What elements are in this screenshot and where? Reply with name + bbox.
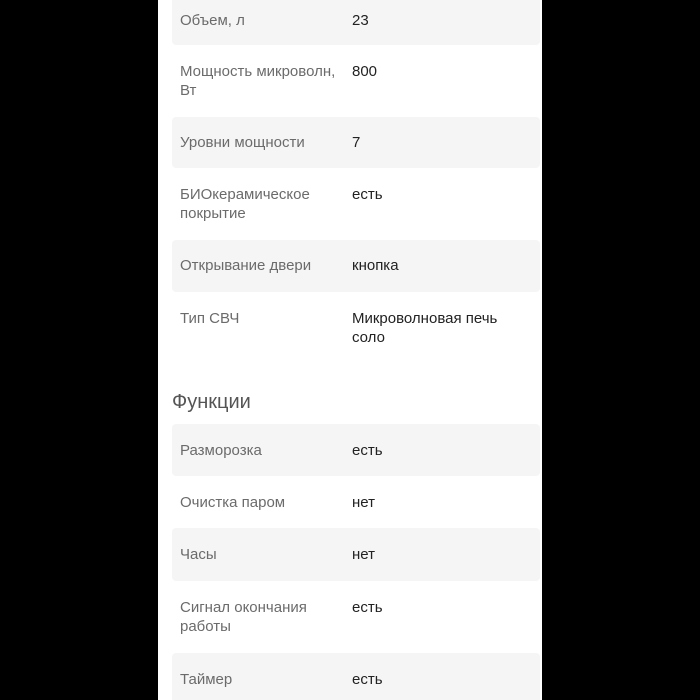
spec-label: Тип СВЧ <box>180 310 240 327</box>
spec-row <box>172 240 540 292</box>
spec-label: БИОкерамическое покрытие <box>180 186 310 222</box>
spec-label: Очистка паром <box>180 494 286 511</box>
spec-row <box>172 292 540 364</box>
spec-value: 23 <box>352 12 369 29</box>
spec-value: нет <box>352 494 375 511</box>
spec-label: Уровни мощности <box>180 134 305 151</box>
spec-value: есть <box>352 186 383 203</box>
spec-label: Сигнал окончания работы <box>180 599 307 635</box>
spec-row <box>172 45 540 117</box>
spec-value: Микроволновая печь соло <box>352 310 498 346</box>
spec-label: Мощность микроволн, Вт <box>180 63 336 99</box>
spec-value: есть <box>352 599 383 616</box>
spec-row <box>172 476 540 528</box>
spec-value: есть <box>352 442 383 459</box>
spec-row <box>172 117 540 168</box>
spec-label: Разморозка <box>180 442 262 459</box>
spec-label: Часы <box>180 546 217 563</box>
spec-label: Объем, л <box>180 12 245 29</box>
spec-value: нет <box>352 546 375 563</box>
spec-value: 7 <box>352 134 361 151</box>
spec-list-functions <box>172 424 540 700</box>
spec-row <box>172 0 540 45</box>
spec-list-general <box>172 0 540 364</box>
spec-row <box>172 653 540 700</box>
spec-row <box>172 581 540 653</box>
spec-label: Открывание двери <box>180 257 312 274</box>
section-title-functions: Функции <box>172 391 251 413</box>
spec-row <box>172 528 540 581</box>
product-specs-page <box>158 0 542 700</box>
spec-value: 800 <box>352 63 378 80</box>
spec-row <box>172 424 540 476</box>
spec-label: Таймер <box>180 671 233 688</box>
spec-value: есть <box>352 671 383 688</box>
spec-value: кнопка <box>352 257 399 274</box>
spec-row <box>172 168 540 240</box>
